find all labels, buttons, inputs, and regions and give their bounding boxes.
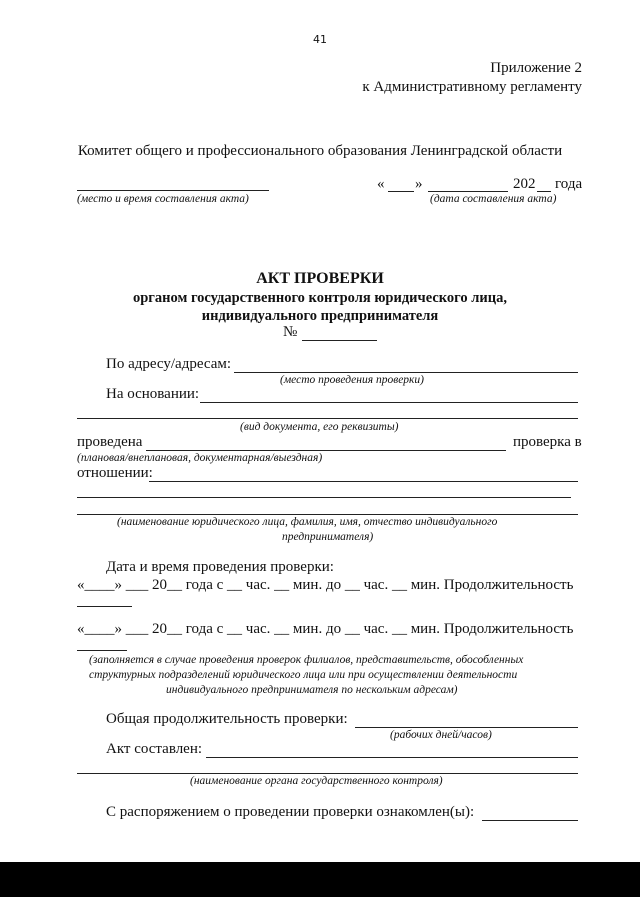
- regulation-label: к Административному регламенту: [362, 79, 582, 95]
- datetime-row-1[interactable]: «____» ___ 20__ года с __ час. __ мин. до __ час. __ мин. Продолжительность: [77, 577, 574, 593]
- entity-hint-2: предпринимателя): [282, 531, 374, 543]
- act-subtitle-2: индивидуального предпринимателя: [201, 308, 439, 324]
- address-hint: (место проведения проверки): [280, 374, 425, 386]
- act-title: АКТ ПРОВЕРКИ: [256, 270, 384, 287]
- place-time-hint: (место и время составления акта): [77, 193, 249, 205]
- bottom-scan-border: [0, 862, 640, 897]
- inspection-in-label: проверка в: [513, 434, 582, 450]
- total-duration-hint: (рабочих дней/часов): [390, 729, 492, 741]
- conducted-type-field[interactable]: [146, 450, 506, 451]
- page-number: 41: [313, 33, 327, 46]
- regarding-label: отношении:: [77, 465, 153, 481]
- datetime-note-2: структурных подразделений юридического лица или при осуществлении деятельности: [89, 669, 518, 681]
- basis-field[interactable]: [200, 402, 578, 403]
- date-month-field[interactable]: [428, 191, 508, 192]
- date-year-field[interactable]: [537, 191, 551, 192]
- regarding-field-line-2[interactable]: [77, 497, 571, 498]
- duration-field-2[interactable]: [77, 650, 127, 651]
- acquainted-field[interactable]: [482, 820, 578, 821]
- act-subtitle-1: органом государственного контроля юридического лица,: [132, 290, 507, 306]
- date-quote-close: »: [415, 176, 423, 192]
- date-year-word: года: [555, 176, 583, 192]
- drawn-up-hint: (наименование органа государственного контроля): [190, 775, 443, 787]
- datetime-note-1: (заполняется в случае проведения проверок филиалов, представительств, обособленных: [89, 654, 524, 666]
- number-sign: №: [283, 324, 298, 340]
- date-hint: (дата составления акта): [430, 193, 557, 205]
- acquainted-label: С распоряжением о проведении проверки ознакомлен(ы):: [106, 804, 475, 820]
- total-duration-field[interactable]: [355, 727, 578, 728]
- appendix-label: Приложение 2: [490, 60, 582, 76]
- date-year-prefix: 202: [513, 176, 536, 192]
- datetime-note-3: индивидуального предпринимателя по нескольким адресам): [166, 684, 458, 696]
- basis-field-line-2[interactable]: [77, 418, 578, 419]
- date-day-field[interactable]: [388, 191, 414, 192]
- address-label: По адресу/адресам:: [106, 356, 232, 372]
- duration-field-1[interactable]: [77, 606, 132, 607]
- datetime-label: Дата и время проведения проверки:: [106, 559, 334, 575]
- conducted-label: проведена: [77, 434, 143, 450]
- date-quote-open: «: [377, 176, 385, 192]
- entity-hint-1: (наименование юридического лица, фамилия, имя, отчество индивидуального: [117, 516, 498, 528]
- regarding-field[interactable]: [149, 481, 578, 482]
- act-number-field[interactable]: [302, 340, 377, 341]
- committee-name: Комитет общего и профессионального образования Ленинградской области: [77, 143, 563, 159]
- basis-hint: (вид документа, его реквизиты): [240, 421, 399, 433]
- place-time-field[interactable]: [77, 190, 269, 191]
- address-field[interactable]: [234, 372, 578, 373]
- regarding-field-line-3[interactable]: [77, 514, 578, 515]
- conducted-hint: (плановая/внеплановая, документарная/выездная): [77, 452, 323, 464]
- drawn-up-field[interactable]: [206, 757, 578, 758]
- drawn-up-field-line-2[interactable]: [77, 773, 578, 774]
- drawn-up-label: Акт составлен:: [106, 741, 203, 757]
- datetime-row-2[interactable]: «____» ___ 20__ года с __ час. __ мин. до __ час. __ мин. Продолжительность: [77, 621, 574, 637]
- basis-label: На основании:: [106, 386, 200, 402]
- total-duration-label: Общая продолжительность проверки:: [106, 711, 348, 727]
